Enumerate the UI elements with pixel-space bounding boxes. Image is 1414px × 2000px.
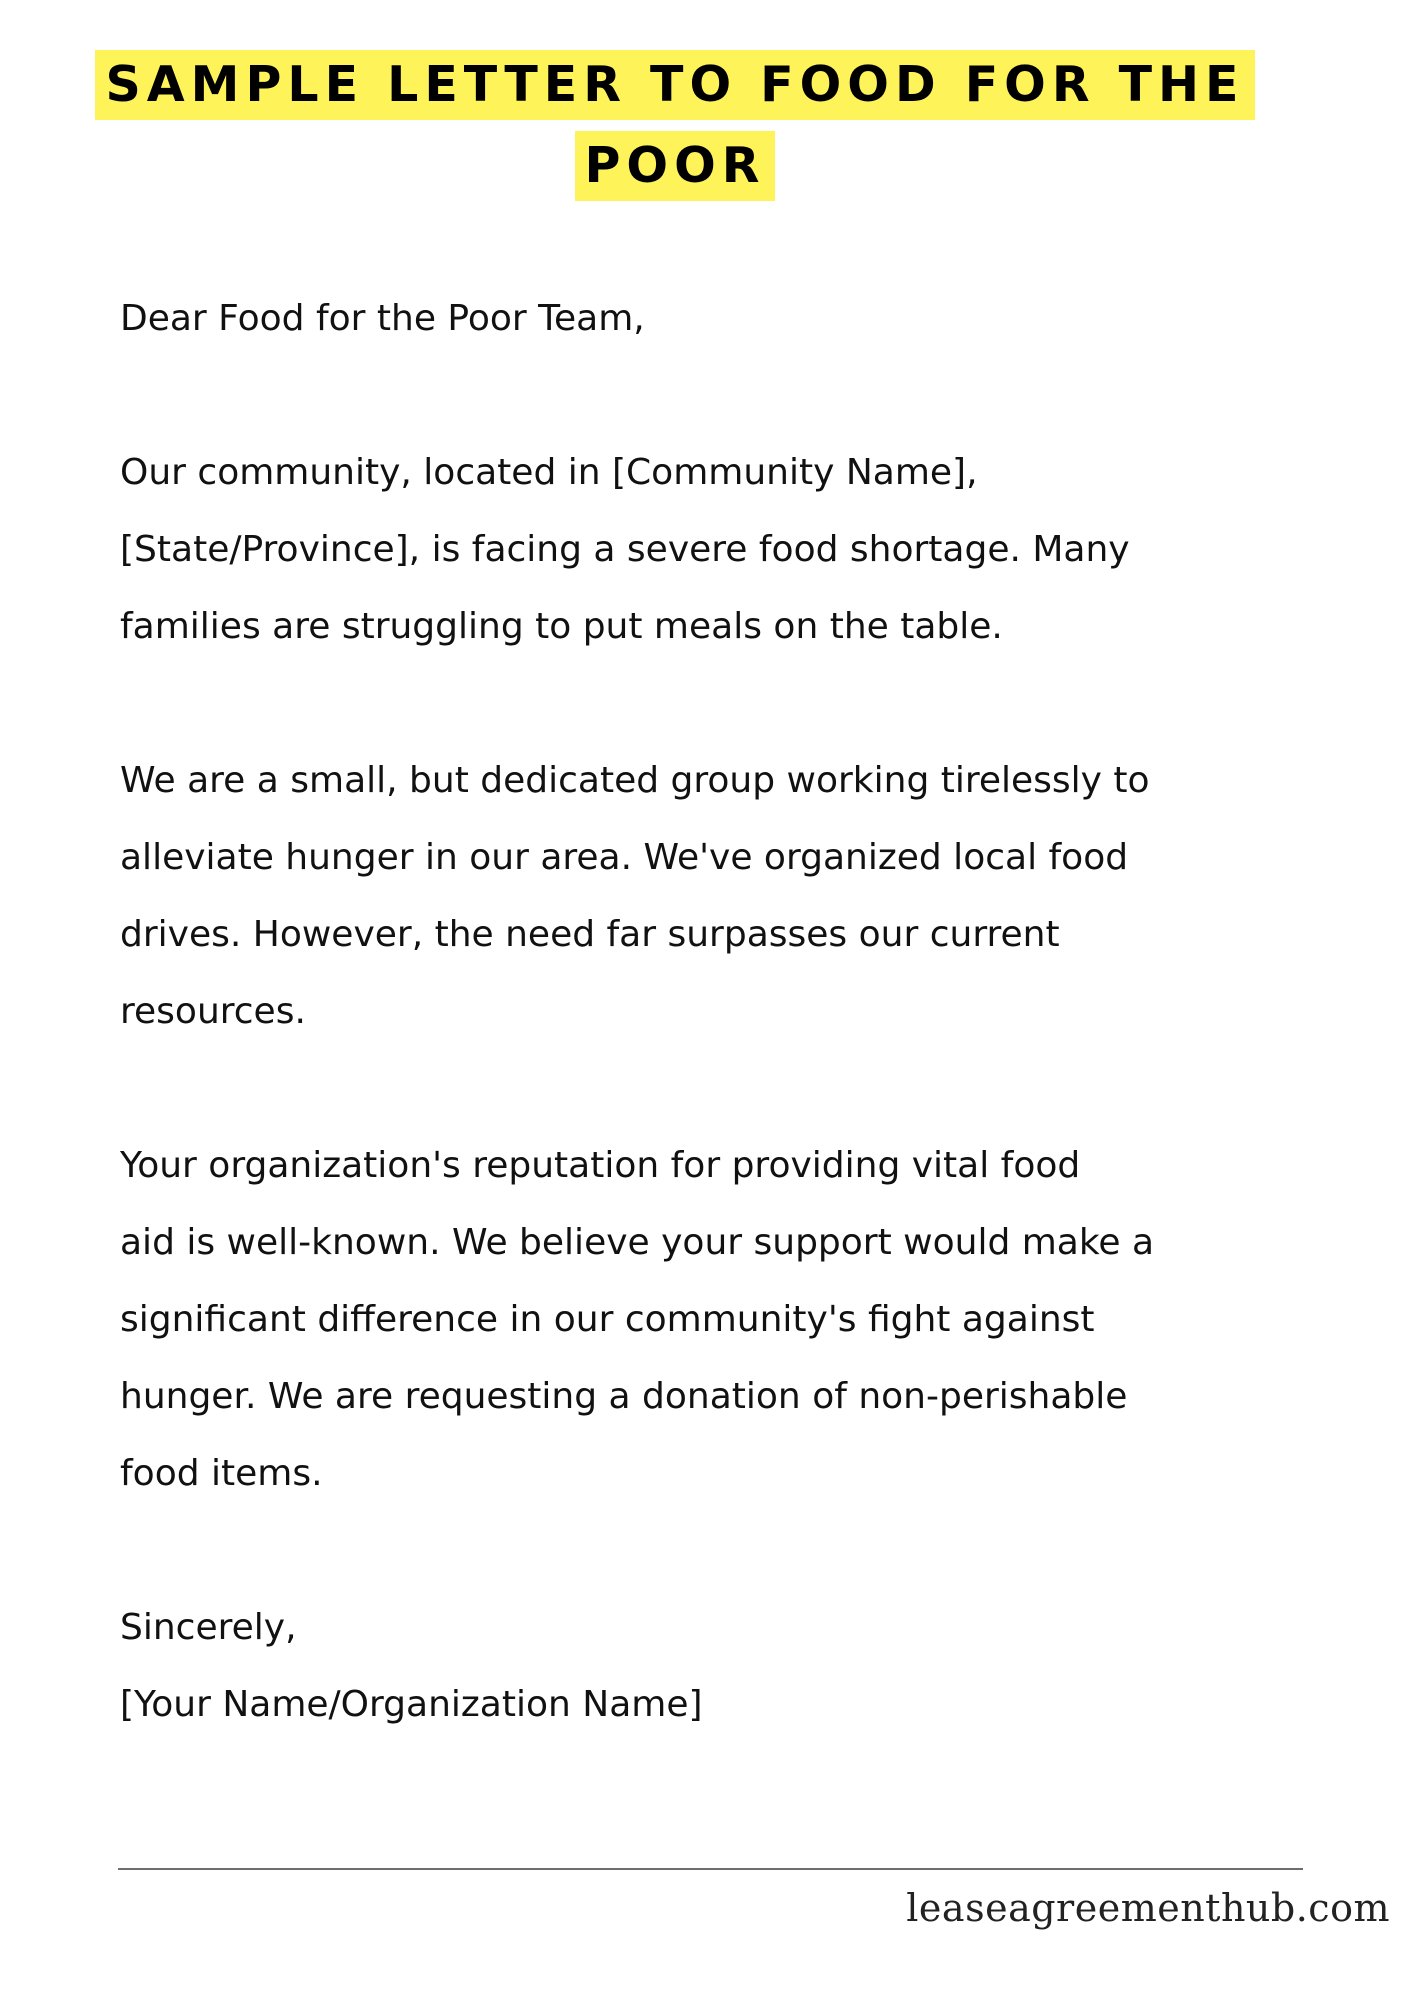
paragraph-1-line-2: [State/Province], is facing a severe food shortage. Many — [120, 529, 1130, 570]
paragraph-3-line-2: aid is well-known. We believe your support would make a — [120, 1222, 1155, 1263]
footer-divider — [118, 1868, 1303, 1870]
paragraph-2-line-3: drives. However, the need far surpasses our current — [120, 914, 1060, 955]
paragraph-2 — [120, 742, 1350, 1050]
paragraph-gap — [120, 357, 1350, 434]
paragraph-3-line-5: food items. — [120, 1453, 323, 1494]
paragraph-3-line-1: Your organization's reputation for providing vital food — [120, 1145, 1081, 1186]
paragraph-gap — [120, 665, 1350, 742]
paragraph-1-line-3: families are struggling to put meals on the table. — [120, 606, 1003, 647]
paragraph-2-line-1: We are a small, but dedicated group working tirelessly to — [120, 760, 1150, 801]
paragraph-1 — [120, 434, 1350, 665]
footer-site: leaseagreementhub.com — [906, 1886, 1390, 1930]
paragraph-gap — [120, 1512, 1350, 1589]
title-line-2: POOR — [575, 131, 776, 201]
paragraph-3 — [120, 1127, 1350, 1512]
closing: Sincerely, — [120, 1607, 297, 1648]
paragraph-1-line-1: Our community, located in [Community Name], — [120, 452, 978, 493]
paragraph-3-line-4: hunger. We are requesting a donation of non-perishable — [120, 1376, 1128, 1417]
paragraph-gap — [120, 1050, 1350, 1127]
salutation: Dear Food for the Poor Team, — [120, 298, 645, 339]
signature: [Your Name/Organization Name] — [120, 1684, 703, 1725]
letter-body — [120, 280, 1350, 1743]
paragraph-3-line-3: significant difference in our community's fight against — [120, 1299, 1095, 1340]
paragraph-2-line-2: alleviate hunger in our area. We've organized local food — [120, 837, 1129, 878]
page-title — [60, 50, 1290, 212]
paragraph-2-line-4: resources. — [120, 991, 306, 1032]
title-line-1: SAMPLE LETTER TO FOOD FOR THE — [95, 50, 1254, 120]
